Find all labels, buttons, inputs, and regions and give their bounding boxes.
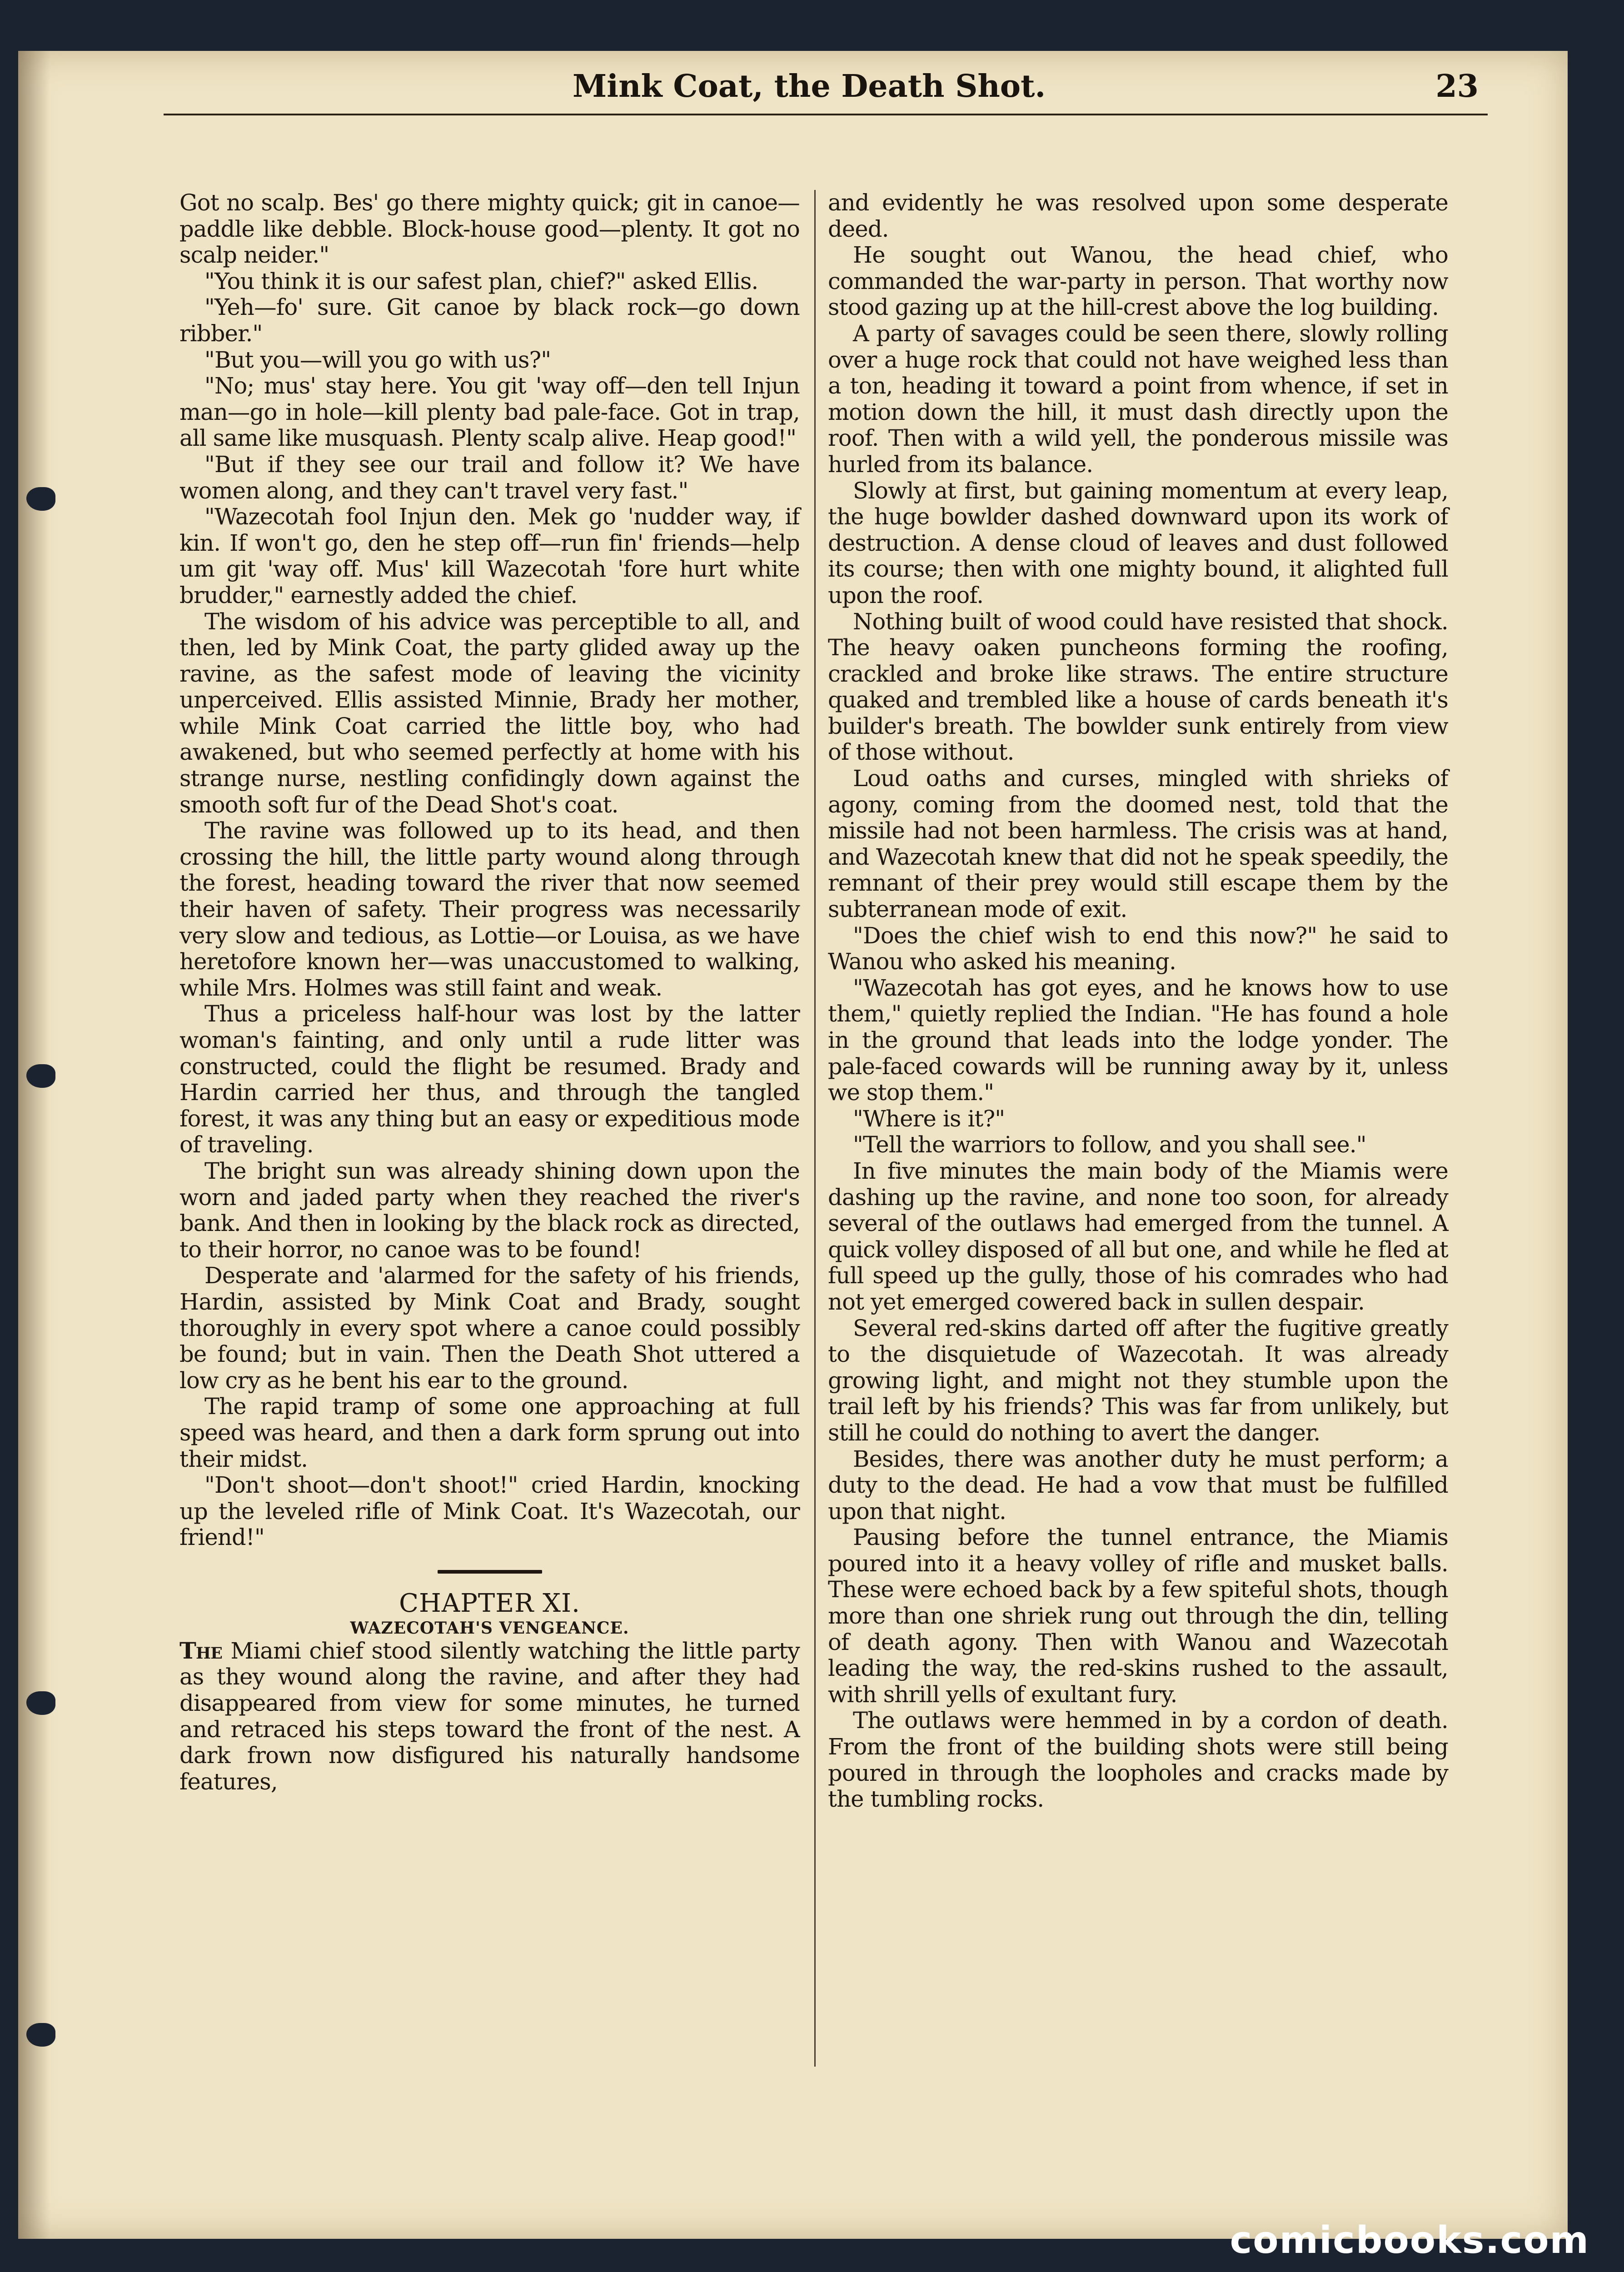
paragraph: Nothing built of wood could have resisted that shock. The heavy oaken puncheons forming the roofing, crackled and broke like straws. The entire structure quaked and trembled like a house of cards beneath it's builder's breath. The bowlder sunk entirely from view of those without. — [828, 608, 1448, 766]
paragraph: "Don't shoot—don't shoot!" cried Hardin, knocking up the leveled rifle of Mink Coat. It's Wazecotah, our friend!" — [179, 1472, 800, 1551]
chapter-subtitle: WAZECOTAH'S VENGEANCE. — [350, 1618, 629, 1638]
paragraph: Desperate and 'alarmed for the safety of his friends, Hardin, assisted by Mink Coat and Brady, sought thoroughly in every spot where a canoe could possibly be found; but in vain. Then the Death Shot uttered a low cry as he bent his ear to the ground. — [179, 1262, 800, 1394]
left-column — [179, 190, 800, 1795]
paragraph: He sought out Wanou, the head chief, who commanded the war-party in person. That worthy now stood gazing up at the hill-crest above the log building. — [828, 242, 1448, 321]
paragraph: "Wazecotah fool Injun den. Mek go 'nudder way, if kin. If won't go, den he step off—run fin' friends—help um git 'way off. Mus' kill Wazecotah 'fore hurt white brudder," earnestly added the chief. — [179, 503, 800, 608]
paragraph: The bright sun was already shining down upon the worn and jaded party when they reached the river's bank. And then in looking by the black rock as directed, to their horror, no canoe was to be found! — [179, 1157, 800, 1263]
chapter-opening-paragraph — [179, 1638, 800, 1795]
column-divider — [814, 190, 816, 2067]
paragraph: A party of savages could be seen there, slowly rolling over a huge rock that could not have weighed less than a ton, heading it toward a point from whence, if set in motion down the hill, it must dash directly upon the roof. Then with a wild yell, the ponderous missile was hurled from its balance. — [828, 320, 1448, 478]
binding-hole — [26, 2023, 55, 2047]
paragraph: "Does the chief wish to end this now?" he said to Wanou who asked his meaning. — [828, 922, 1448, 975]
paragraph: Loud oaths and curses, mingled with shrieks of agony, coming from the doomed nest, told that the missile had not been harmless. The crisis was at hand, and Wazecotah knew that did not he speak speedily, the remnant of their prey would still escape them by the subterranean mode of exit. — [828, 765, 1448, 923]
chapter-heading: CHAPTER XI. — [399, 1588, 580, 1618]
right-column — [828, 190, 1448, 1813]
binding-hole — [26, 1064, 55, 1088]
paragraph: The outlaws were hemmed in by a cordon of death. From the front of the building shots were still being poured in through the loopholes and cracks made by the tumbling rocks. — [828, 1707, 1448, 1813]
chapter-divider — [438, 1570, 542, 1574]
paragraph: "Where is it?" — [853, 1105, 1005, 1132]
paragraph: "But if they see our trail and follow it? We have women along, and they can't travel very fast." — [179, 451, 800, 504]
paragraph: The ravine was followed up to its head, and then crossing the hill, the little party wound along through the forest, heading toward the river that now seemed their haven of safety. Their progress was necessarily very slow and tedious, as Lottie—or Louisa, as we have heretofore known her—was unaccustomed to walking, while Mrs. Holmes was still faint and weak. — [179, 817, 800, 1001]
watermark: comicbooks.com — [1230, 2219, 1589, 2262]
paragraph: "Tell the warriors to follow, and you shall see." — [853, 1131, 1366, 1158]
paragraph: The wisdom of his advice was perceptible to all, and then, led by Mink Coat, the party glided away up the ravine, as the safest mode of leaving the vicinity unperceived. Ellis assisted Minnie, Brady her mother, while Mink Coat carried the little boy, who had awakened, but who seemed perfectly at home with his strange nurse, nestling confidingly down against the smooth soft fur of the Dead Shot's coat. — [179, 608, 800, 818]
running-title: Mink Coat, the Death Shot. — [573, 68, 1046, 105]
binding-hole — [26, 1691, 55, 1715]
paragraph: Pausing before the tunnel entrance, the Miamis poured into it a heavy volley of rifle and musket balls. These were echoed back by a few spiteful shots, though more than one shriek rung out through the din, telling of death agony. Then with Wanou and Wazecotah leading the way, the red-skins rushed to the assault, with shrill yells of exultant fury. — [828, 1524, 1448, 1708]
page-header — [173, 64, 1479, 105]
opening-text: Miami chief stood silently watching the little party as they wound along the ravine, and after they had disappeared from view for some minutes, he turned and retraced his steps toward the front of the nest. A dark frown now disfigured his naturally handsome features, — [179, 1637, 800, 1795]
header-rule — [164, 114, 1488, 115]
paragraph: "No; mus' stay here. You git 'way off—den tell Injun man—go in hole—kill plenty bad pale-face. Got in trap, all same like musquash. Plenty scalp alive. Heap good!" — [179, 373, 800, 452]
paragraph: "Wazecotah has got eyes, and he knows how to use them," quietly replied the Indian. "He has found a hole in the ground that leads into the lodge yonder. The pale-faced cowards will be running away by it, unless we stop them." — [828, 974, 1448, 1106]
paragraph: In five minutes the main body of the Miamis were dashing up the ravine, and none too soon, for already several of the outlaws had emerged from the tunnel. A quick volley disposed of all but one, and while he fled at full speed up the gully, those of his comrades who had not yet emerged cowered back in sullen despair. — [828, 1157, 1448, 1315]
paragraph: "You think it is our safest plan, chief?" asked Ellis. — [204, 268, 758, 294]
paragraph: The rapid tramp of some one approaching at full speed was heard, and then a dark form sprung out into their midst. — [179, 1393, 800, 1472]
paragraph: "But you—will you go with us?" — [204, 346, 551, 373]
page-number: 23 — [1435, 68, 1479, 105]
paragraph: Several red-skins darted off after the fugitive greatly to the disquietude of Wazecotah. It was already growing light, and might not they stumble upon the trail left by his friends? This was far from unlikely, but still he could do nothing to avert the danger. — [828, 1315, 1448, 1446]
opening-word: The — [179, 1637, 223, 1664]
paragraph: "Yeh—fo' sure. Git canoe by black rock—go down ribber." — [179, 294, 800, 347]
paragraph: Besides, there was another duty he must perform; a duty to the dead. He had a vow that must be fulfilled upon that night. — [828, 1445, 1448, 1525]
spine-shadow — [18, 51, 50, 2239]
chapter-block — [179, 1570, 800, 1638]
paragraph: and evidently he was resolved upon some desperate deed. — [828, 189, 1448, 242]
paragraph: Got no scalp. Bes' go there mighty quick; git in canoe—paddle like debble. Block-house good—plenty. It got no scalp neider." — [179, 189, 800, 269]
binding-hole — [26, 487, 55, 511]
paragraph: Slowly at first, but gaining momentum at every leap, the huge bowlder dashed downward upon its work of destruction. A dense cloud of leaves and dust followed its course; then with one mighty bound, it alighted full upon the roof. — [828, 477, 1448, 608]
paragraph: Thus a priceless half-hour was lost by the latter woman's fainting, and only until a rude litter was constructed, could the flight be resumed. Brady and Hardin carried her thus, and through the tangled forest, it was any thing but an easy or expeditious mode of traveling. — [179, 1001, 800, 1158]
